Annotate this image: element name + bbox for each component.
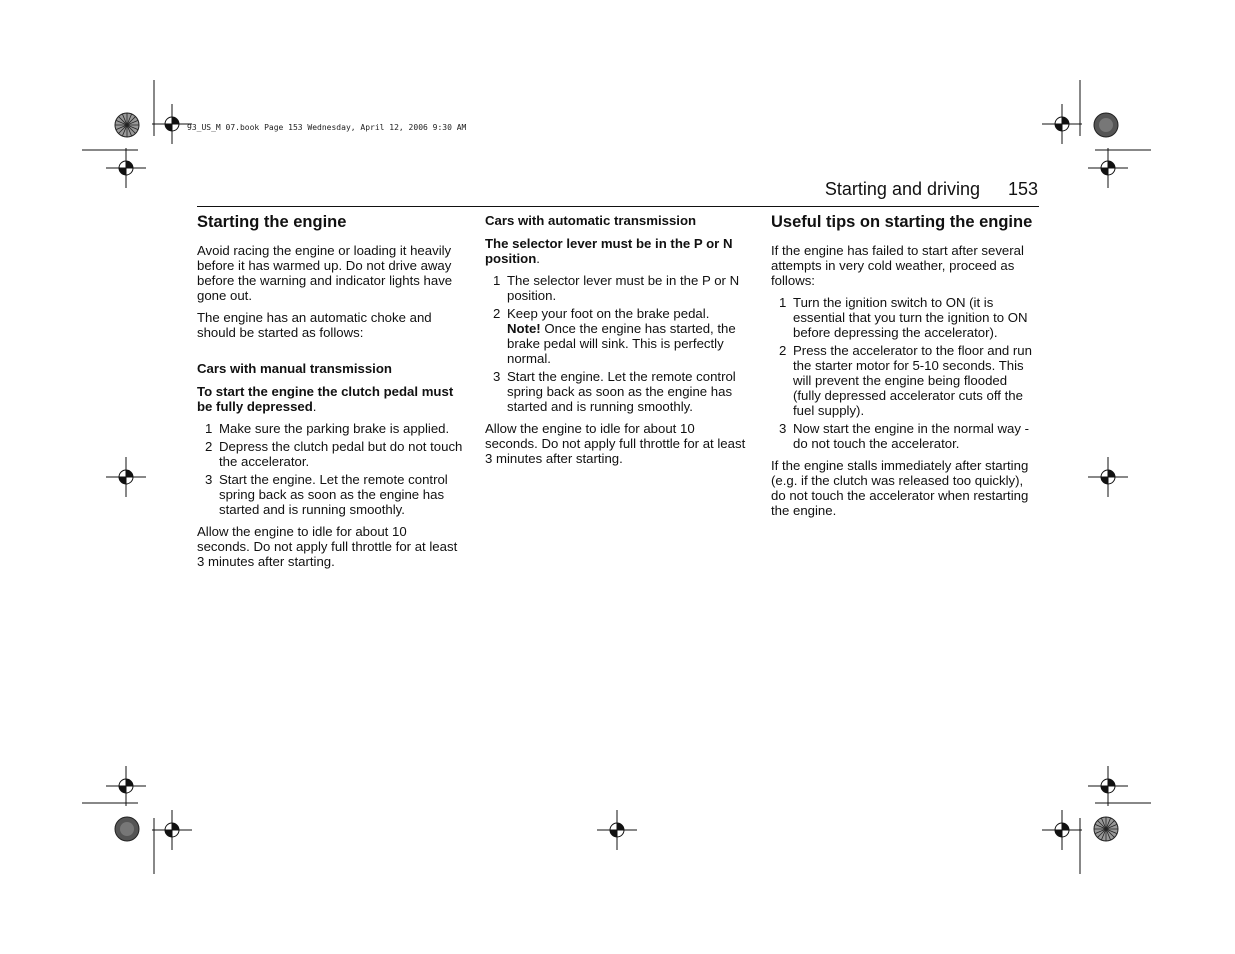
steps-list xyxy=(771,295,1037,451)
bold-instruction: The selector lever must be in the P or N position. xyxy=(485,236,733,266)
paragraph: Allow the engine to idle for about 10 seconds. Do not apply full throttle for at least 3 minutes after starting. xyxy=(197,524,458,569)
page-number: 153 xyxy=(1007,179,1038,199)
list-item: 1 Make sure the parking brake is applied. xyxy=(205,421,450,436)
paragraph: Allow the engine to idle for about 10 seconds. Do not apply full throttle for at least 3 minutes after starting. xyxy=(485,421,746,466)
print-slug: 93_US_M 07.book Page 153 Wednesday, April 12, 2006 9:30 AM xyxy=(187,123,467,132)
heading-useful-tips: Useful tips on starting the engine xyxy=(771,213,1033,231)
note-label: Note! xyxy=(507,321,541,336)
list-item: 3 Start the engine. Let the remote control spring back as soon as the engine has started and is running smoothly. xyxy=(493,369,736,414)
list-item: 1 Turn the ignition switch to ON (it is essential that you turn the ignition to ON before depressing the accelerator). xyxy=(779,295,1028,340)
list-item: 3 Now start the engine in the normal way - do not touch the accelerator. xyxy=(779,421,1030,451)
heading-starting-engine: Starting the engine xyxy=(197,213,347,231)
steps-list xyxy=(485,273,749,414)
paragraph: The engine has an automatic choke and should be started as follows: xyxy=(197,310,432,340)
paragraph: If the engine stalls immediately after starting (e.g. if the clutch was released too quickly), do not touch the accelerator when restarting the engine. xyxy=(771,458,1029,518)
list-item: 2 Depress the clutch pedal but do not touch the accelerator. xyxy=(205,439,463,469)
column-left xyxy=(197,212,463,576)
subheading-manual: Cars with manual transmission xyxy=(197,361,392,376)
steps-list xyxy=(197,421,463,517)
list-item: 3 Start the engine. Let the remote control spring back as soon as the engine has started and is running smoothly. xyxy=(205,472,448,517)
column-middle xyxy=(485,212,749,473)
section-title: Starting and driving xyxy=(824,179,980,199)
paragraph: Avoid racing the engine or loading it heavily before it has warmed up. Do not drive away before the warning and indicator lights have gone out. xyxy=(197,243,453,303)
page-header xyxy=(197,176,1039,207)
bold-instruction: To start the engine the clutch pedal must be fully depressed. xyxy=(197,384,454,414)
column-right xyxy=(771,212,1037,525)
list-item: 1 The selector lever must be in the P or N position. xyxy=(493,273,740,303)
list-item: 2 Keep your foot on the brake pedal. Note! Once the engine has started, the brake pedal will sink. This is perfectly normal. xyxy=(493,306,736,366)
list-item: 2 Press the accelerator to the floor and run the starter motor for 5-10 seconds. This will prevent the engine being flooded (fully depressed accelerator cuts off the fuel supply). xyxy=(779,343,1032,418)
subheading-automatic: Cars with automatic transmission xyxy=(485,213,697,228)
paragraph: If the engine has failed to start after several attempts in very cold weather, proceed as follows: xyxy=(771,243,1024,288)
